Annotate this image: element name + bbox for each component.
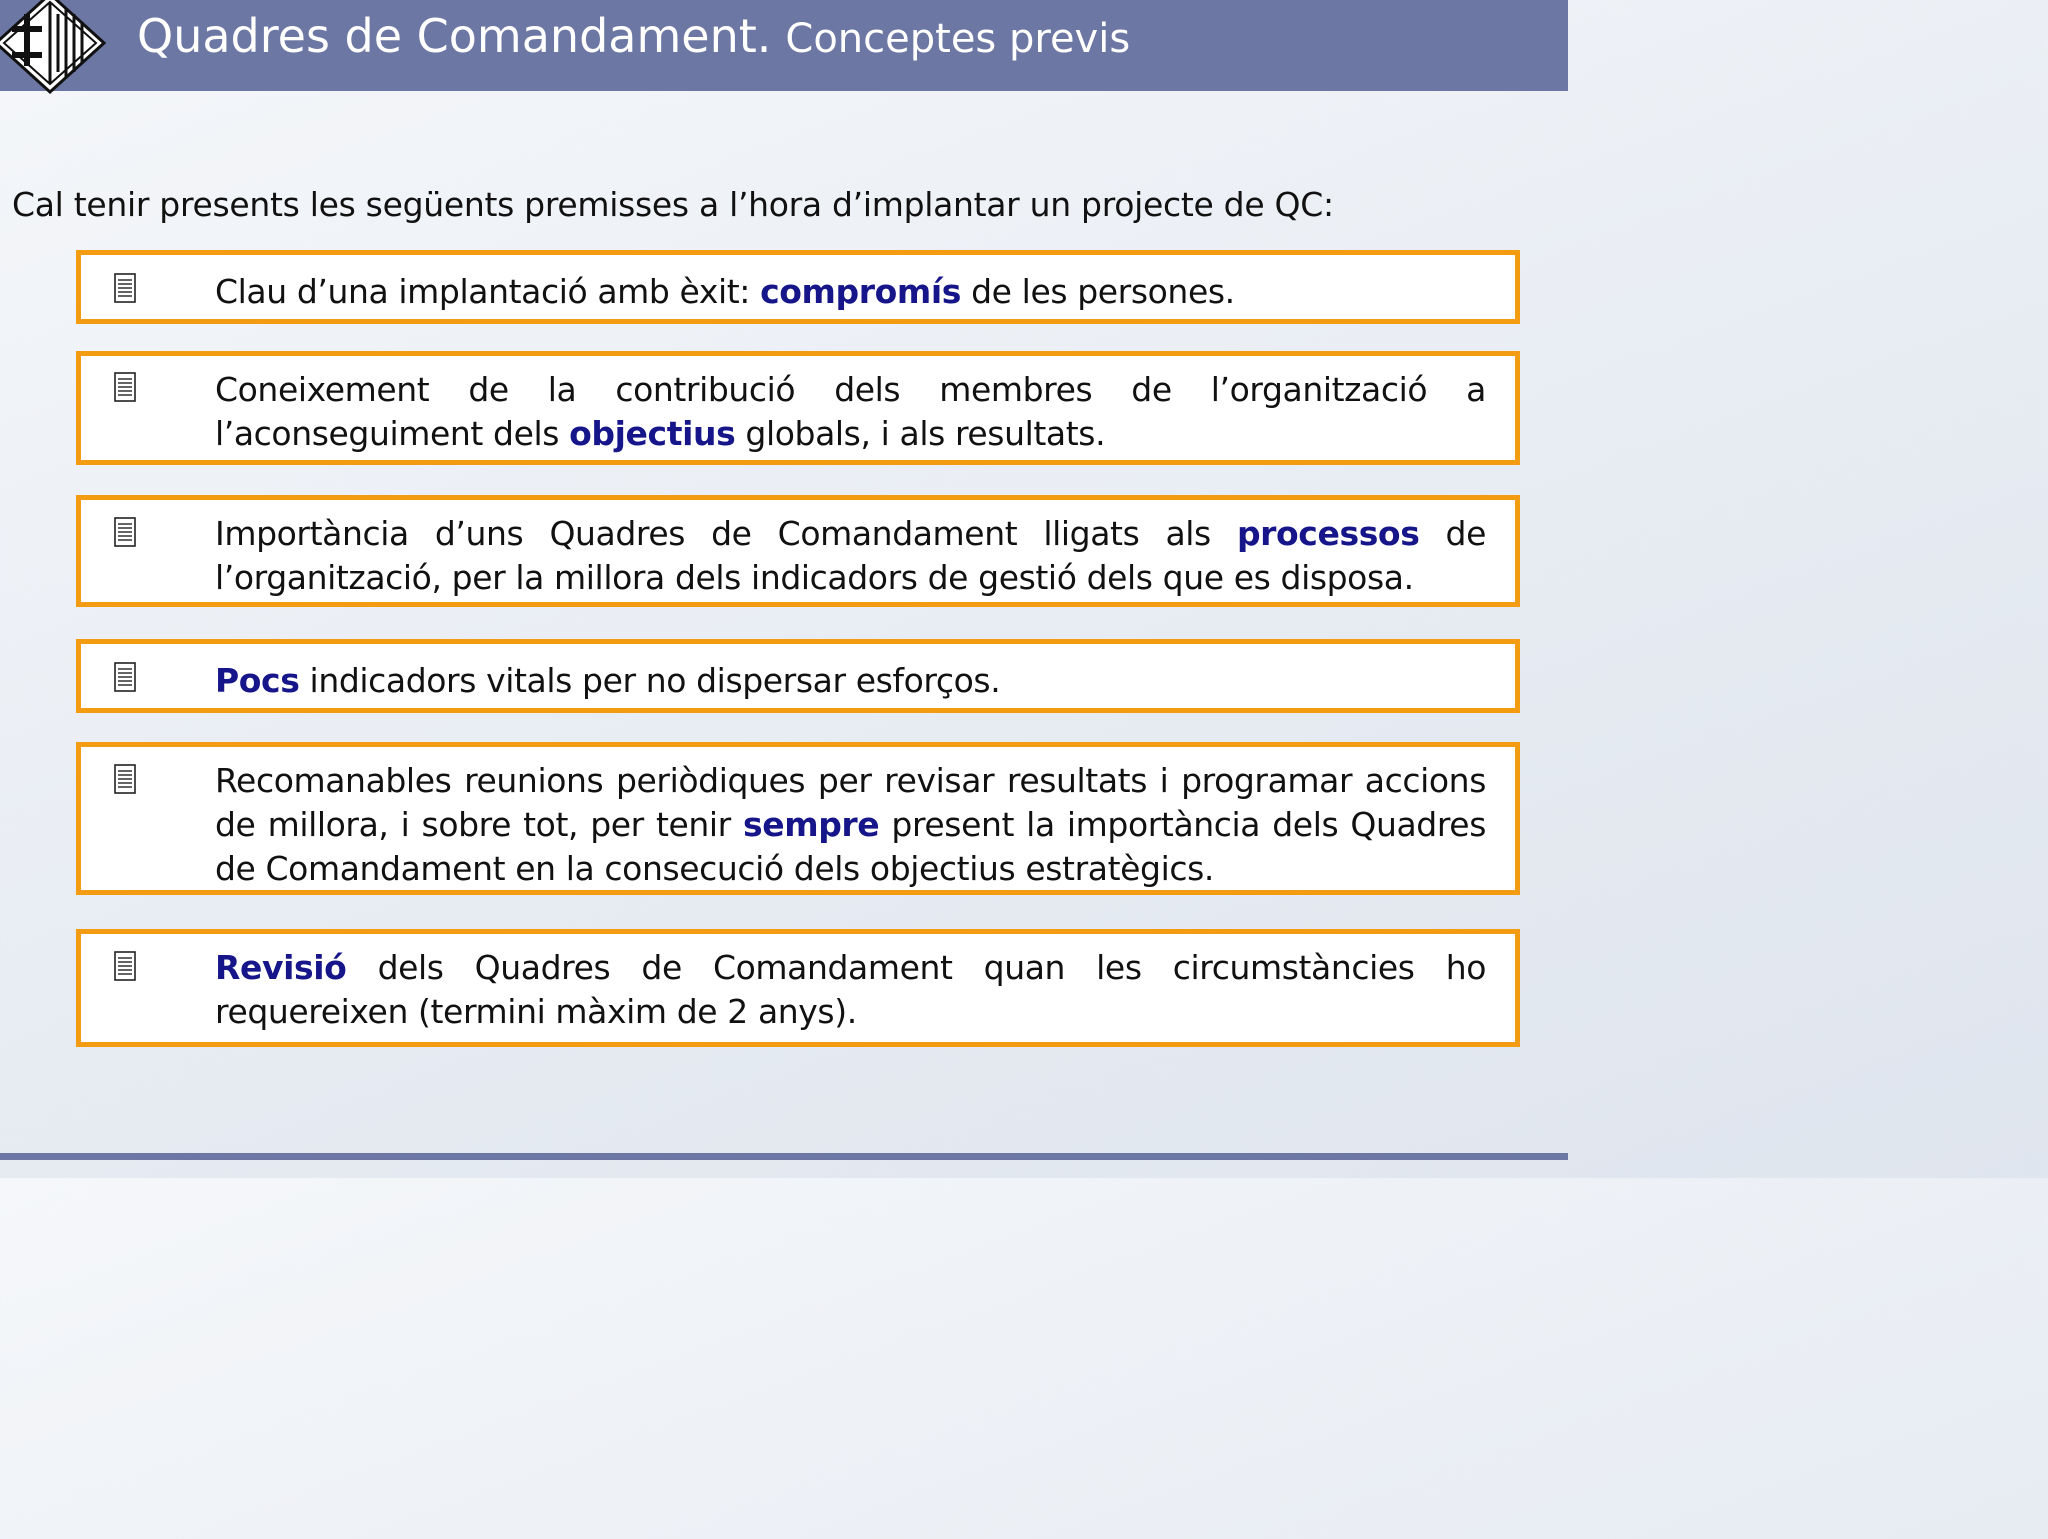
premise-text-before: Coneixement de la contribució dels membres de l’organització a l’aconseguiment dels <box>215 370 1486 453</box>
premise-highlight: objectius <box>569 414 736 453</box>
document-lines-icon <box>114 273 136 303</box>
intro-text: Cal tenir presents les següents premisses a l’hora d’implantar un projecte de QC: <box>12 185 1334 224</box>
title-main: Quadres de Comandament. <box>137 9 772 63</box>
premise-text <box>215 659 1486 703</box>
premise-text-after: present la importància dels Quadres de Comandament en la consecució dels objectius estratègics. <box>215 805 1486 888</box>
premise-text <box>215 368 1486 456</box>
premise-text <box>215 946 1486 1034</box>
premise-text-after: indicadors vitals per no dispersar esforços. <box>299 661 1001 700</box>
coat-of-arms-icon <box>0 0 106 94</box>
document-lines-icon <box>114 662 136 692</box>
header-bar <box>0 0 1568 91</box>
document-lines-icon <box>114 764 136 794</box>
premise-text-before: Clau d’una implantació amb èxit: <box>215 272 761 311</box>
premise-box-5 <box>76 742 1520 895</box>
footer-divider <box>0 1153 1568 1160</box>
premise-highlight: Pocs <box>215 661 300 700</box>
premise-box-6 <box>76 929 1520 1047</box>
premise-text-before: Recomanables reunions periòdiques per revisar resultats i programar accions de millora, i sobre tot, per tenir <box>215 761 1486 844</box>
premise-text <box>215 759 1486 891</box>
premise-text-after: de les persones. <box>961 272 1235 311</box>
premise-box-2 <box>76 351 1520 465</box>
document-lines-icon <box>114 951 136 981</box>
premise-text-after: globals, i als resultats. <box>735 414 1106 453</box>
document-lines-icon <box>114 517 136 547</box>
page-title <box>137 6 1130 77</box>
premise-text-before: Importància d’uns Quadres de Comandament lligats als <box>215 514 1237 553</box>
premise-text <box>215 270 1486 314</box>
premise-text <box>215 512 1486 600</box>
premise-highlight: compromís <box>760 272 962 311</box>
premise-text-after: de l’organització, per la millora dels indicadors de gestió dels que es disposa. <box>215 514 1486 597</box>
premise-box-4 <box>76 639 1520 713</box>
premise-highlight: processos <box>1236 514 1420 553</box>
premise-box-3 <box>76 495 1520 607</box>
premise-highlight: Revisió <box>215 948 347 987</box>
document-lines-icon <box>114 372 136 402</box>
premise-box-1 <box>76 250 1520 324</box>
premise-text-after: dels Quadres de Comandament quan les circumstàncies ho requereixen (termini màxim de 2 anys). <box>215 948 1486 1031</box>
premise-highlight: sempre <box>742 805 880 844</box>
title-sub: Conceptes previs <box>785 16 1131 62</box>
